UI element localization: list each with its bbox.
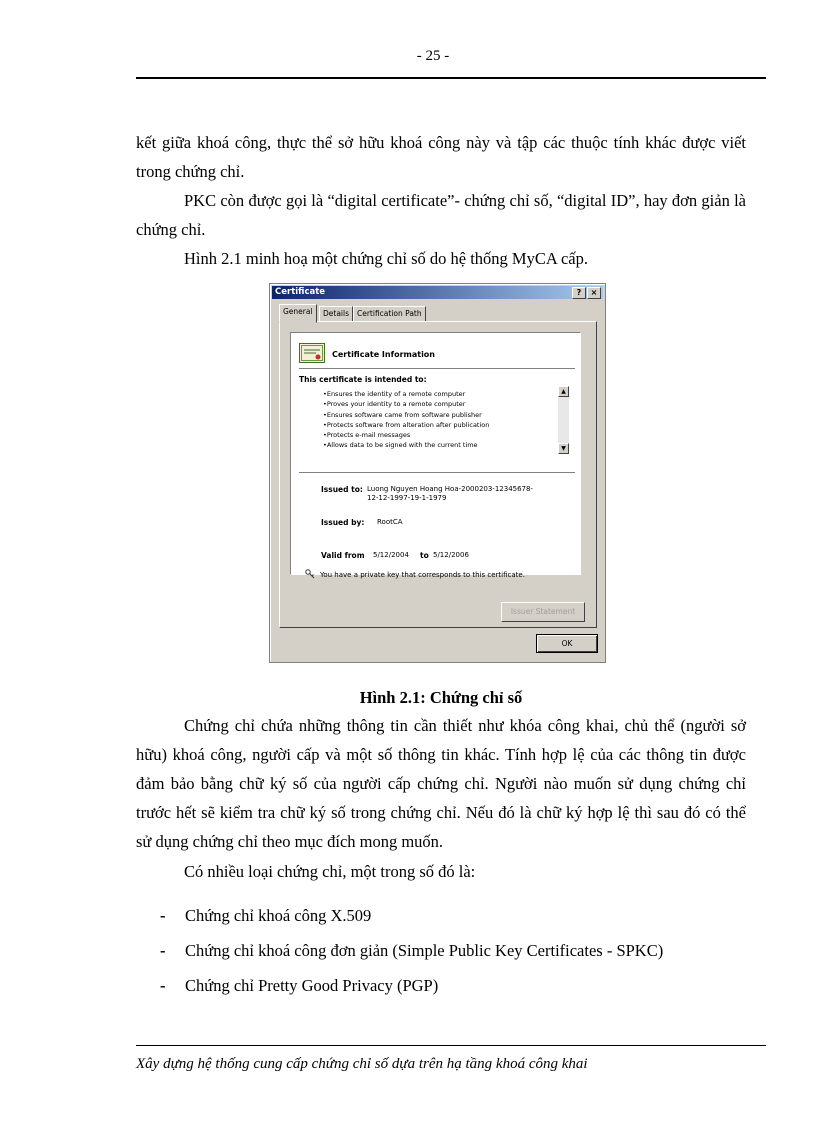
bullet-marker: - bbox=[160, 976, 166, 995]
certificate-dialog bbox=[269, 283, 606, 663]
close-button[interactable]: × bbox=[587, 287, 601, 299]
private-key-note: You have a private key that corresponds to this certificate. bbox=[320, 571, 525, 579]
header-rule bbox=[136, 77, 766, 79]
bullet-marker: - bbox=[160, 906, 166, 925]
issued-to-value-line2: 12-12-1997-19-1-1979 bbox=[367, 494, 447, 502]
paragraph-3: Hình 2.1 minh hoạ một chứng chỉ số do hệ thống MyCA cấp. bbox=[184, 249, 588, 268]
list-item bbox=[160, 898, 663, 933]
paragraph-5: Có nhiều loại chứng chỉ, một trong số đó là: bbox=[184, 862, 476, 881]
purpose-list bbox=[323, 389, 489, 451]
body-text-bottom bbox=[136, 711, 746, 886]
key-icon bbox=[305, 569, 315, 579]
valid-to-value: 5/12/2006 bbox=[433, 551, 469, 559]
divider bbox=[299, 368, 575, 369]
body-text-top bbox=[136, 128, 746, 273]
certificate-icon bbox=[299, 343, 325, 363]
intended-label: This certificate is intended to: bbox=[299, 375, 427, 384]
footer-text: Xây dựng hệ thống cung cấp chứng chỉ số dựa trên hạ tầng khoá công khai bbox=[136, 1056, 588, 1072]
valid-from-label: Valid from bbox=[321, 551, 365, 560]
issuer-statement-button[interactable]: Issuer Statement bbox=[501, 602, 585, 622]
paragraph-2: PKC còn được gọi là “digital certificate”- chứng chỉ số, “digital ID”, hay đơn giản là chứng chỉ. bbox=[136, 191, 746, 239]
purpose-item: •Ensures software came from software publisher bbox=[323, 410, 482, 419]
ok-button[interactable]: OK bbox=[536, 634, 598, 653]
scroll-up-button[interactable]: ▲ bbox=[558, 386, 569, 397]
purpose-scrollbar[interactable] bbox=[558, 386, 569, 454]
figure-caption: Hình 2.1: Chứng chỉ số bbox=[359, 688, 523, 707]
dialog-titlebar bbox=[272, 286, 603, 299]
list-item bbox=[160, 968, 663, 1003]
purpose-item: •Ensures the identity of a remote computer bbox=[323, 390, 466, 398]
issued-by-value: RootCA bbox=[377, 518, 403, 526]
help-button[interactable]: ? bbox=[572, 287, 586, 299]
certificate-type-list bbox=[160, 898, 663, 1003]
issued-to-value-line1: Luong Nguyen Hoang Hoa-2000203-12345678- bbox=[367, 485, 533, 493]
certificate-info-title: Certificate Information bbox=[332, 350, 435, 359]
issued-by-label: Issued by: bbox=[321, 518, 365, 527]
footer-rule bbox=[136, 1045, 766, 1046]
list-item-text: Chứng chỉ khoá công đơn giản (Simple Public Key Certificates - SPKC) bbox=[185, 941, 664, 960]
issued-to-label: Issued to: bbox=[321, 485, 363, 494]
list-item bbox=[160, 933, 663, 968]
tab-certification-path[interactable]: Certification Path bbox=[353, 306, 426, 322]
certificate-info-panel bbox=[290, 332, 581, 579]
valid-to-label: to bbox=[420, 551, 429, 560]
paragraph-4: Chứng chỉ chứa những thông tin cần thiết như khóa công khai, chủ thể (người sở hữu) khoá công, người cấp và một số thông tin khác. Tính hợp lệ của các thông tin được đảm bảo bằng chữ ký số của người cấp chứng chỉ. Người nào muốn sử dụng chứng chỉ trước hết sẽ kiểm tra chữ ký số trong chứng chỉ. Nếu đó là chữ ký hợp lệ thì sau đó có thể sử dụng chứng chỉ theo mục đích mong muốn. bbox=[136, 716, 746, 851]
purpose-item: •Allows data to be signed with the current time bbox=[323, 441, 478, 450]
purpose-item: •Protects e-mail messages bbox=[323, 431, 411, 440]
page-number: - 25 - bbox=[416, 48, 450, 64]
divider bbox=[299, 472, 575, 473]
tab-details[interactable]: Details bbox=[319, 306, 353, 322]
valid-from-value: 5/12/2004 bbox=[373, 551, 409, 559]
paragraph-1: kết giữa khoá công, thực thể sở hữu khoá công này và tập các thuộc tính khác được viết trong chứng chỉ. bbox=[136, 133, 746, 181]
scroll-down-button[interactable]: ▼ bbox=[558, 443, 569, 454]
dialog-title: Certificate bbox=[275, 287, 326, 297]
list-item-text: Chứng chỉ khoá công X.509 bbox=[185, 906, 372, 925]
purpose-item: •Protects software from alteration after publication bbox=[323, 420, 490, 429]
list-item-text: Chứng chỉ Pretty Good Privacy (PGP) bbox=[185, 976, 439, 995]
tab-general[interactable]: General bbox=[279, 304, 317, 323]
purpose-item: •Proves your identity to a remote computer bbox=[323, 400, 466, 409]
bullet-marker: - bbox=[160, 941, 166, 960]
